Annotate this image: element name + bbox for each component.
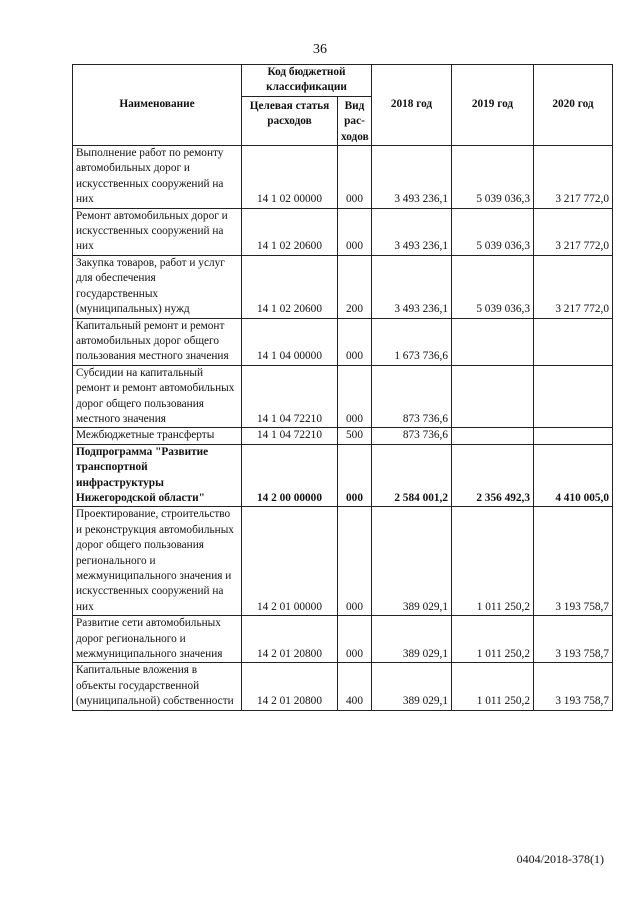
cell-expense-type: 000 (338, 146, 372, 209)
header-2018: 2018 год (372, 65, 452, 146)
cell-target-article: 14 2 01 20800 (242, 616, 338, 663)
cell-expense-type: 000 (338, 318, 372, 365)
cell-2020: 3 217 772,0 (534, 208, 613, 255)
header-2019: 2019 год (452, 65, 534, 146)
cell-2018: 389 029,1 (372, 616, 452, 663)
cell-expense-type: 000 (338, 507, 372, 616)
cell-2018: 1 673 736,6 (372, 318, 452, 365)
cell-name: Субсидии на капитальный ремонт и ремонт автомобильных дорог общего пользования местного значения (73, 365, 242, 428)
page-number: 36 (313, 42, 327, 57)
cell-2020: 3 217 772,0 (534, 146, 613, 209)
cell-2020: 3 217 772,0 (534, 255, 613, 318)
cell-2018: 2 584 001,2 (372, 444, 452, 507)
header-name: Наименование (73, 65, 242, 146)
table-row (73, 365, 613, 428)
cell-name: Ремонт автомобильных дорог и искусственных сооружений на них (73, 208, 242, 255)
cell-2020: 3 193 758,7 (534, 616, 613, 663)
cell-2019: 1 011 250,2 (452, 616, 534, 663)
cell-expense-type: 200 (338, 255, 372, 318)
cell-expense-type: 500 (338, 428, 372, 444)
table-row (73, 146, 613, 209)
cell-target-article: 14 1 04 72210 (242, 428, 338, 444)
cell-name: Подпрограмма "Развитие транспортной инфраструктуры Нижегородской области" (73, 444, 242, 507)
cell-2018: 3 493 236,1 (372, 146, 452, 209)
cell-name: Межбюджетные трансферты (73, 428, 242, 444)
budget-table (72, 64, 613, 711)
cell-2018: 873 736,6 (372, 428, 452, 444)
table-row (73, 428, 613, 444)
cell-2019: 5 039 036,3 (452, 146, 534, 209)
cell-target-article: 14 2 00 00000 (242, 444, 338, 507)
table-row (73, 507, 613, 616)
header-target-article: Целевая статья расходов (242, 96, 338, 145)
cell-name: Закупка товаров, работ и услуг для обеспечения государственных (муниципальных) нужд (73, 255, 242, 318)
cell-2018: 3 493 236,1 (372, 208, 452, 255)
cell-expense-type: 000 (338, 208, 372, 255)
table-row (73, 318, 613, 365)
cell-2019 (452, 365, 534, 428)
cell-name: Развитие сети автомобильных дорог регионального и межмуниципального значения (73, 616, 242, 663)
cell-2020 (534, 365, 613, 428)
cell-name: Выполнение работ по ремонту автомобильных дорог и искусственных сооружений на них (73, 146, 242, 209)
cell-name: Капитальный ремонт и ремонт автомобильных дорог общего пользования местного значения (73, 318, 242, 365)
cell-target-article: 14 2 01 20800 (242, 663, 338, 710)
table-row (73, 444, 613, 507)
cell-2018: 3 493 236,1 (372, 255, 452, 318)
cell-expense-type: 000 (338, 616, 372, 663)
cell-2018: 389 029,1 (372, 663, 452, 710)
header-expense-type: Вид рас-ходов (338, 96, 372, 145)
header-2020: 2020 год (534, 65, 613, 146)
table-row (73, 616, 613, 663)
cell-target-article: 14 1 04 00000 (242, 318, 338, 365)
table-row (73, 208, 613, 255)
cell-target-article: 14 1 02 20600 (242, 255, 338, 318)
table-header-row (73, 65, 613, 97)
cell-target-article: 14 1 02 00000 (242, 146, 338, 209)
cell-expense-type: 000 (338, 444, 372, 507)
cell-2020: 4 410 005,0 (534, 444, 613, 507)
cell-2018: 873 736,6 (372, 365, 452, 428)
cell-name: Проектирование, строительство и реконструкция автомобильных дорог общего пользования регионального и межмуниципального значения и искусственных сооружений на них (73, 507, 242, 616)
cell-name: Капитальные вложения в объекты государственной (муниципальной) собственности (73, 663, 242, 710)
cell-2020: 3 193 758,7 (534, 507, 613, 616)
cell-target-article: 14 2 01 00000 (242, 507, 338, 616)
cell-2020 (534, 318, 613, 365)
cell-2019: 1 011 250,2 (452, 507, 534, 616)
table-row (73, 663, 613, 710)
cell-2019 (452, 318, 534, 365)
cell-2019 (452, 428, 534, 444)
cell-2020: 3 193 758,7 (534, 663, 613, 710)
cell-2018: 389 029,1 (372, 507, 452, 616)
cell-expense-type: 000 (338, 365, 372, 428)
cell-2019: 1 011 250,2 (452, 663, 534, 710)
cell-target-article: 14 1 04 72210 (242, 365, 338, 428)
cell-2019: 5 039 036,3 (452, 255, 534, 318)
table-row (73, 255, 613, 318)
cell-target-article: 14 1 02 20600 (242, 208, 338, 255)
cell-2020 (534, 428, 613, 444)
document-code: 0404/2018-378(1) (516, 852, 604, 866)
cell-2019: 2 356 492,3 (452, 444, 534, 507)
header-code-group: Код бюджетной классификации (242, 65, 372, 97)
cell-2019: 5 039 036,3 (452, 208, 534, 255)
cell-expense-type: 400 (338, 663, 372, 710)
